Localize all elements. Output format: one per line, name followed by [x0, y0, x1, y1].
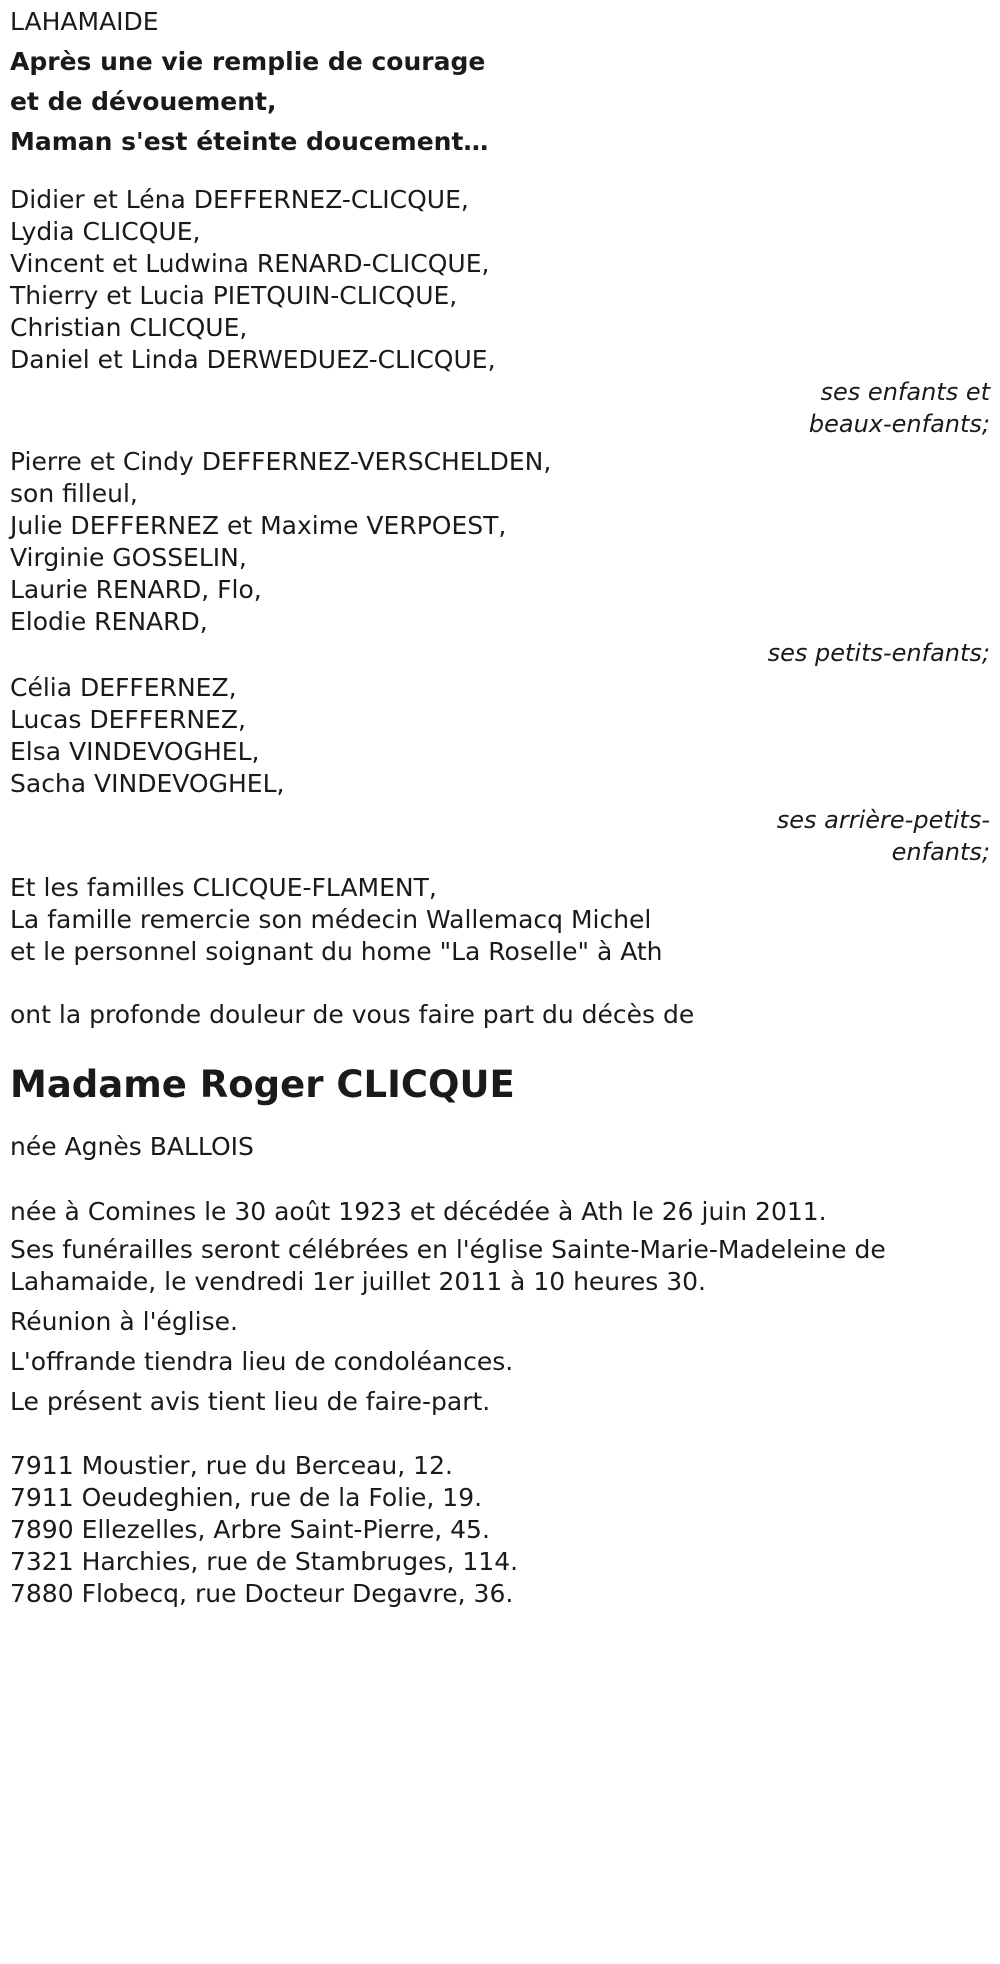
notice-info: Le présent avis tient lieu de faire-part.	[10, 1387, 491, 1416]
great-grandchildren-role	[10, 804, 990, 868]
family-member: Virginie GOSSELIN,	[10, 543, 247, 572]
role-label: enfants;	[891, 838, 990, 866]
birth-death-info: née à Comines le 30 août 1923 et décédée à Ath le 26 juin 2011.	[10, 1197, 827, 1226]
address-line: 7890 Ellezelles, Arbre Saint-Pierre, 45.	[10, 1515, 490, 1544]
obituary-notice	[10, 8, 990, 1610]
deceased-name: Madame Roger CLICQUE	[10, 1063, 515, 1106]
family-member: Thierry et Lucia PIETQUIN-CLICQUE,	[10, 281, 458, 310]
address-list	[10, 1450, 990, 1610]
family-line: La famille remercie son médecin Wallemacq Michel	[10, 905, 652, 934]
role-label: beaux-enfants;	[808, 410, 990, 438]
meeting-info: Réunion à l'église.	[10, 1307, 238, 1336]
maiden-name: née Agnès BALLOIS	[10, 1132, 254, 1161]
children-list	[10, 184, 990, 376]
role-label: ses arrière-petits-	[776, 806, 990, 834]
family-member: Julie DEFFERNEZ et Maxime VERPOEST,	[10, 511, 507, 540]
family-member: Vincent et Ludwina RENARD-CLICQUE,	[10, 249, 490, 278]
announcement: ont la profonde douleur de vous faire part du décès de	[10, 1000, 695, 1029]
offering-info: L'offrande tiendra lieu de condoléances.	[10, 1347, 514, 1376]
address-line: 7911 Oeudeghien, rue de la Folie, 19.	[10, 1483, 483, 1512]
family-member: Sacha VINDEVOGHEL,	[10, 769, 285, 798]
family-member: Elsa VINDEVOGHEL,	[10, 737, 260, 766]
family-member: Pierre et Cindy DEFFERNEZ-VERSCHELDEN,	[10, 447, 552, 476]
family-member: Laurie RENARD, Flo,	[10, 575, 262, 604]
intro-line: et de dévouement,	[10, 87, 277, 116]
family-member: Célia DEFFERNEZ,	[10, 673, 237, 702]
family-line: et le personnel soignant du home "La Roselle" à Ath	[10, 937, 663, 966]
family-member: son filleul,	[10, 479, 138, 508]
location-heading: LAHAMAIDE	[10, 7, 159, 36]
family-member: Lucas DEFFERNEZ,	[10, 705, 246, 734]
families-block	[10, 872, 990, 968]
family-line: Et les familles CLICQUE-FLAMENT,	[10, 873, 437, 902]
address-line: 7880 Flobecq, rue Docteur Degavre, 36.	[10, 1579, 514, 1608]
family-member: Elodie RENARD,	[10, 607, 208, 636]
family-member: Christian CLICQUE,	[10, 313, 248, 342]
role-label: ses petits-enfants;	[767, 639, 990, 667]
intro-line: Après une vie remplie de courage	[10, 47, 486, 76]
intro-line: Maman s'est éteinte doucement…	[10, 127, 489, 156]
family-member: Lydia CLICQUE,	[10, 217, 201, 246]
family-member: Daniel et Linda DERWEDUEZ-CLICQUE,	[10, 345, 496, 374]
grandchildren-role	[10, 638, 990, 668]
grandchildren-list	[10, 446, 990, 638]
family-member: Didier et Léna DEFFERNEZ-CLICQUE,	[10, 185, 469, 214]
role-label: ses enfants et	[820, 378, 990, 406]
children-role	[10, 376, 990, 440]
great-grandchildren-list	[10, 672, 990, 800]
address-line: 7911 Moustier, rue du Berceau, 12.	[10, 1451, 453, 1480]
address-line: 7321 Harchies, rue de Stambruges, 114.	[10, 1547, 519, 1576]
funeral-info: Ses funérailles seront célébrées en l'église Sainte-Marie-Madeleine de Lahamaide, le vendredi 1er juillet 2011 à 10 heures 30.	[10, 1235, 886, 1296]
